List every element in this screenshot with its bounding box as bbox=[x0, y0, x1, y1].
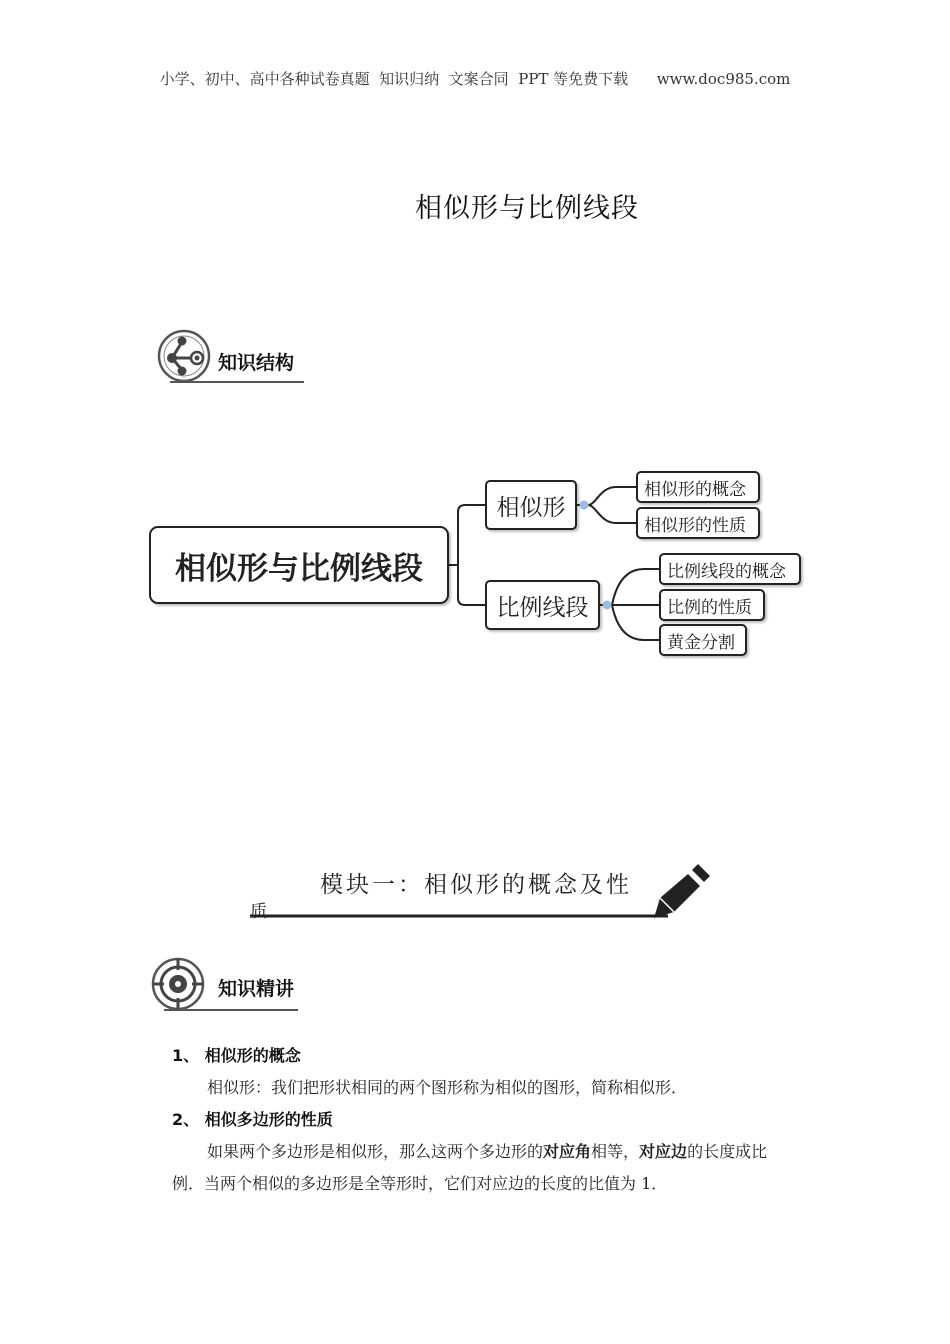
section-structure-label: 知识结构 bbox=[218, 352, 295, 374]
mindmap-node: 比例的性质 bbox=[659, 589, 765, 621]
item2-paragraph-line2: 例．当两个相似的多边形是全等形时，它们对应边的长度的比值为 1． bbox=[172, 1174, 668, 1193]
term-corresponding-sides: 对应边 bbox=[639, 1142, 688, 1161]
item2-paragraph-line1 bbox=[207, 1139, 767, 1162]
item2-text-part2: 相等， bbox=[591, 1142, 640, 1161]
module-title: 模块一：相似形的概念及性 bbox=[320, 872, 632, 898]
mindmap-branch-similar: 相似形 bbox=[485, 480, 577, 530]
term-corresponding-angles: 对应角 bbox=[543, 1142, 592, 1161]
mindmap-branch-proportion: 比例线段 bbox=[485, 580, 600, 630]
mindmap-root: 相似形与比例线段 bbox=[149, 526, 449, 604]
item1-heading: 1、 相似形的概念 bbox=[172, 1046, 301, 1065]
item2-heading: 2、 相似多边形的性质 bbox=[172, 1110, 333, 1129]
section-lecture-header bbox=[150, 956, 300, 1020]
item2-text-part1: 如果两个多边形是相似形，那么这两个多边形的 bbox=[207, 1142, 544, 1161]
mindmap-node: 黄金分割 bbox=[659, 624, 747, 656]
item1-text: 相似形：我们把形状相同的两个图形称为相似的图形，简称相似形． bbox=[207, 1078, 688, 1097]
module-title-wrap: 质 bbox=[250, 902, 267, 922]
page-title: 相似形与比例线段 bbox=[415, 193, 639, 224]
pencil-icon bbox=[248, 858, 713, 924]
mindmap-node: 相似形的概念 bbox=[636, 471, 760, 503]
page-header: 小学、初中、高中各种试卷真题 知识归纳 文案合同 PPT 等免费下载 www.doc985.com bbox=[159, 70, 791, 88]
mindmap-node: 比例线段的概念 bbox=[659, 553, 801, 585]
item2-text-part3: 的长度成比 bbox=[687, 1142, 768, 1161]
mindmap-node: 相似形的性质 bbox=[636, 507, 760, 539]
section-lecture-label: 知识精讲 bbox=[218, 978, 295, 1000]
